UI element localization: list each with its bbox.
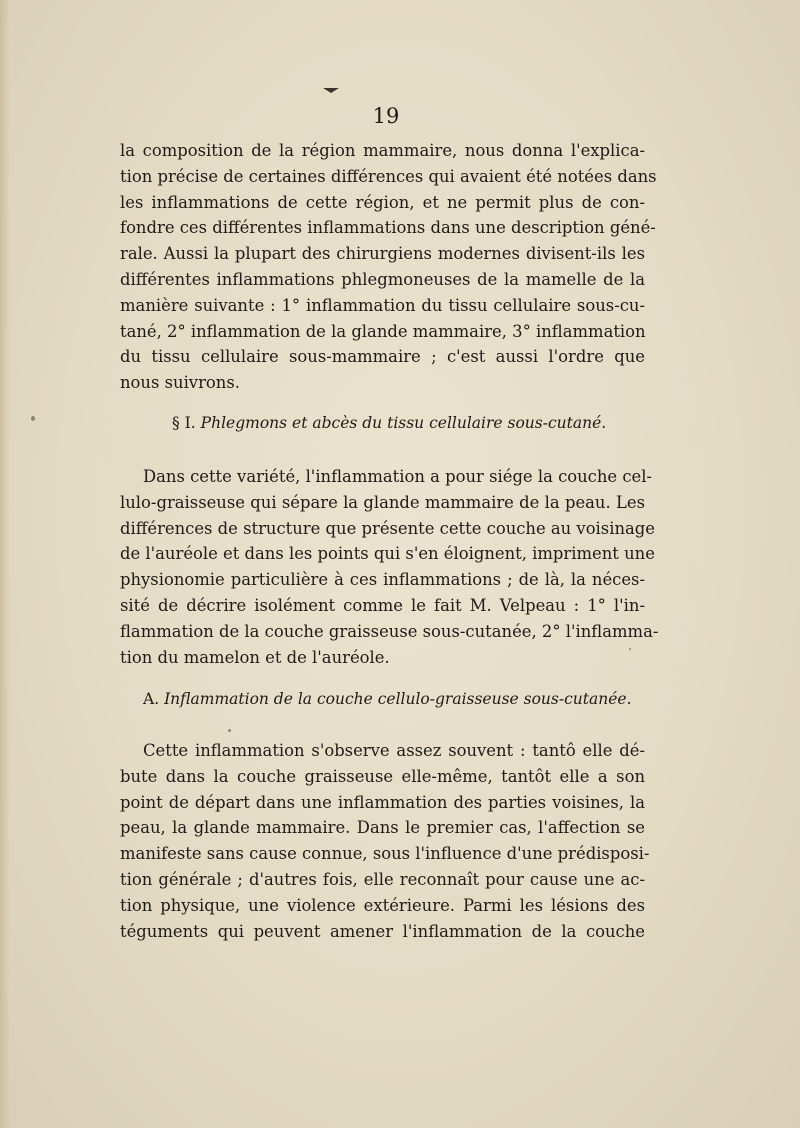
paragraph-3 [120,738,650,944]
text-line: manière suivante : 1° inflammation du tissu cellulaire sous-cu- [120,295,645,315]
text-line: la composition de la région mammaire, nous donna l'explica- [120,141,645,160]
text-line: tion du mamelon et de l'auréole. [120,647,390,667]
text-line: tané, 2° inflammation de la glande mammaire, 3° inflammation [120,321,646,341]
text-line: physionomie particulière à ces inflammations ; de là, la néces- [120,570,645,590]
paper-speck [228,729,231,732]
text-line: tion précise de certaines différences qui avaient été notées dans [120,166,657,186]
text-line: bute dans la couche graisseuse elle-même, tantôt elle a son [120,766,645,786]
section-title: Phlegmons et abcès du tissu cellulaire sous-cutané. [200,414,607,432]
text-line: téguments qui peuvent amener l'inflammation de la couche [120,921,645,941]
page-number: 19 [372,104,400,128]
text-line: tion générale ; d'autres fois, elle reconnaît pour cause une ac- [120,869,645,889]
text-line: les inflammations de cette région, et ne permit plus de con- [120,192,645,212]
text-line: manifeste sans cause connue, sous l'influence d'une prédisposi- [120,844,650,864]
text-line: lulo-graisseuse qui sépare la glande mammaire de la peau. Les [120,492,645,512]
subsection-marker: A. [143,690,160,708]
text-line: tion physique, une violence extérieure. Parmi les lésions des [120,895,645,915]
text-line: Cette inflammation s'observe assez souvent : tantô elle dé- [143,741,645,760]
paper-speck [31,416,35,421]
text-line: de l'auréole et dans les points qui s'en éloignent, impriment une [120,544,655,564]
text-line: différentes inflammations phlegmoneuses de la mamelle de la [120,269,645,289]
text-line: Dans cette variété, l'inflammation a pour siége la couche cel- [143,467,652,486]
text-line: différences de structure que présente cette couche au voisinage [120,518,655,538]
subsection-title: Inflammation de la couche cellulo-graisseuse sous-cutanée. [164,690,632,708]
subsection-heading [143,690,632,708]
page-edge-shadow [0,0,10,1128]
printer-mark-icon [322,86,340,94]
text-line: peau, la glande mammaire. Dans le premier cas, l'affection se [120,818,645,838]
text-line: fondre ces différentes inflammations dans une description géné- [120,218,656,238]
section-heading [172,414,606,432]
paragraph-2 [120,464,659,670]
text-line: du tissu cellulaire sous-mammaire ; c'est aussi l'ordre que [120,347,645,367]
text-line: rale. Aussi la plupart des chirurgiens modernes divisent-ils les [120,244,645,264]
text-line: point de départ dans une inflammation des parties voisines, la [120,792,645,812]
text-line: nous suivrons. [120,373,240,393]
text-line: flammation de la couche graisseuse sous-cutanée, 2° l'inflamma- [120,621,659,641]
text-line: sité de décrire isolément comme le fait M. Velpeau : 1° l'in- [120,595,645,615]
section-marker: § I. [172,414,196,432]
paragraph-1 [120,138,657,396]
